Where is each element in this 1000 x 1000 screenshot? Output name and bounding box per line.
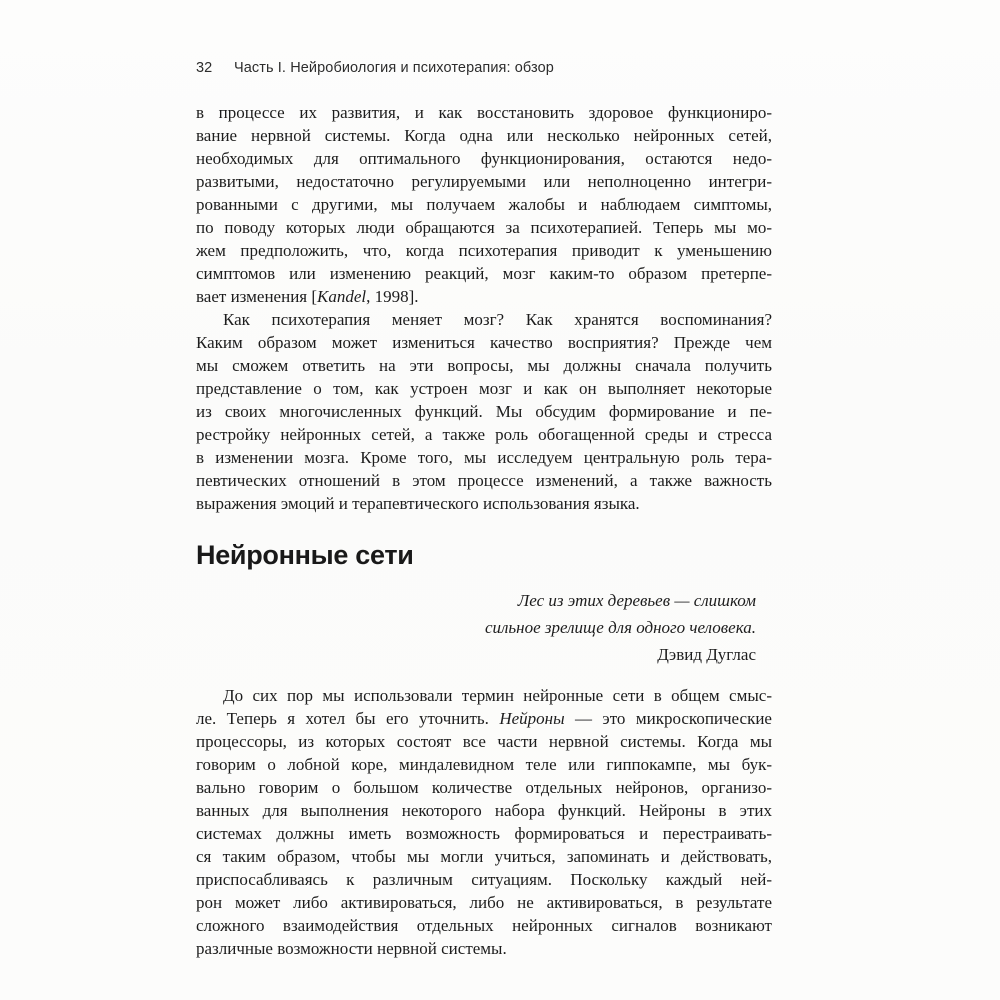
- text-line: [196, 822, 772, 845]
- text-line: [196, 423, 772, 446]
- text-segment: певтических отношений в этом процессе изменений, а также важность: [196, 471, 772, 490]
- text-line: [196, 707, 772, 730]
- text-segment: в изменении мозга. Кроме того, мы исследуем центральную роль тера-: [196, 448, 772, 467]
- text-segment: системах должны иметь возможность формироваться и перестраивать-: [196, 824, 772, 843]
- text-segment: сильное зрелище для одного человека.: [484, 618, 756, 637]
- paragraph: [196, 684, 772, 960]
- text-line: [196, 147, 772, 170]
- text-segment: по поводу которых люди обращаются за психотерапией. Теперь мы мо-: [196, 218, 772, 237]
- text-segment: рон может либо активироваться, либо не активироваться, в результате: [196, 893, 772, 912]
- epigraph-attribution: Дэвид Дуглас: [657, 645, 756, 664]
- text-line: [196, 614, 756, 641]
- text-segment: необходимых для оптимального функционирования, остаются недо-: [196, 149, 772, 168]
- text-line: [196, 753, 772, 776]
- text-segment: Каким образом может измениться качество восприятия? Прежде чем: [196, 333, 772, 352]
- text-line: [196, 776, 772, 799]
- text-segment: вание нервной системы. Когда одна или несколько нейронных сетей,: [196, 126, 772, 145]
- text-line: [196, 492, 772, 515]
- text-segment: вает изменения [: [196, 287, 318, 306]
- text-segment: ле. Теперь я хотел бы его уточнить.: [196, 709, 500, 728]
- text-segment: жем предположить, что, когда психотерапия приводит к уменьшению: [196, 241, 772, 260]
- text-segment: ся таким образом, чтобы мы могли учиться, запоминать и действовать,: [196, 847, 772, 866]
- text-segment: рованными с другими, мы получаем жалобы и наблюдаем симптомы,: [196, 195, 772, 214]
- text-line: [196, 285, 772, 308]
- text-line: [196, 262, 772, 285]
- epigraph: [196, 587, 772, 641]
- text-line: [196, 937, 772, 960]
- text-segment: ванных для выполнения некоторого набора функций. Нейроны в этих: [196, 801, 772, 820]
- text-segment: из своих многочисленных функций. Мы обсудим формирование и пе-: [196, 402, 772, 421]
- text-segment: в процессе их развития, и как восстановить здоровое функциониро-: [196, 103, 772, 122]
- section-body-text: [196, 684, 772, 960]
- running-header: [196, 58, 772, 79]
- text-line: [196, 868, 772, 891]
- text-line: [196, 914, 772, 937]
- text-line: [196, 377, 772, 400]
- text-line: [196, 799, 772, 822]
- body-text: [196, 101, 772, 515]
- text-line: [196, 469, 772, 492]
- text-segment: сложного взаимодействия отдельных нейронных сигналов возникают: [196, 916, 772, 935]
- text-segment: вально говорим о большом количестве отдельных нейронов, организо-: [196, 778, 772, 797]
- text-segment: различные возможности нервной системы.: [196, 939, 507, 958]
- italic-text: Нейроны: [499, 709, 565, 728]
- text-line: [196, 193, 772, 216]
- chapter-title: Часть I. Нейробиология и психотерапия: обзор: [234, 60, 554, 76]
- page-content: [196, 0, 772, 960]
- text-line: [196, 216, 772, 239]
- page-number: 32: [196, 60, 213, 76]
- text-line: [196, 684, 772, 707]
- text-segment: выражения эмоций и терапевтического использования языка.: [196, 494, 640, 513]
- text-segment: Лес из этих деревьев — слишком: [517, 591, 756, 610]
- text-line: [196, 891, 772, 914]
- text-segment: , 1998].: [366, 287, 419, 306]
- text-line: [196, 101, 772, 124]
- text-line: [196, 239, 772, 262]
- text-segment: представление о том, как устроен мозг и как он выполняет некоторые: [196, 379, 772, 398]
- section-heading: Нейронные сети: [196, 540, 414, 570]
- text-segment: симптомов или изменению реакций, мозг каким-то образом претерпе-: [196, 264, 772, 283]
- text-line: [196, 124, 772, 147]
- paragraph-continuation: [196, 101, 772, 308]
- text-line: [196, 400, 772, 423]
- text-segment: мы сможем ответить на эти вопросы, мы должны сначала получить: [196, 356, 772, 375]
- text-line: [196, 730, 772, 753]
- text-line: [196, 308, 772, 331]
- text-segment: До сих пор мы использовали термин нейронные сети в общем смыс-: [223, 686, 772, 705]
- text-segment: рестройку нейронных сетей, а также роль обогащенной среды и стресса: [196, 425, 772, 444]
- text-segment: — это микроскопические: [564, 709, 772, 728]
- text-line: [196, 331, 772, 354]
- paragraph: [196, 308, 772, 515]
- text-segment: Как психотерапия меняет мозг? Как хранятся воспоминания?: [223, 310, 772, 329]
- text-segment: говорим о лобной коре, миндалевидном теле или гиппокампе, мы бук-: [196, 755, 772, 774]
- text-line: [196, 587, 756, 614]
- text-line: [196, 446, 772, 469]
- text-segment: развитыми, недостаточно регулируемыми или неполноценно интегри-: [196, 172, 772, 191]
- text-segment: приспосабливаясь к различным ситуациям. Поскольку каждый ней-: [196, 870, 772, 889]
- text-line: [196, 170, 772, 193]
- text-line: [196, 845, 772, 868]
- italic-text: Kandel: [317, 287, 367, 306]
- text-segment: процессоры, из которых состоят все части нервной системы. Когда мы: [196, 732, 772, 751]
- text-line: [196, 354, 772, 377]
